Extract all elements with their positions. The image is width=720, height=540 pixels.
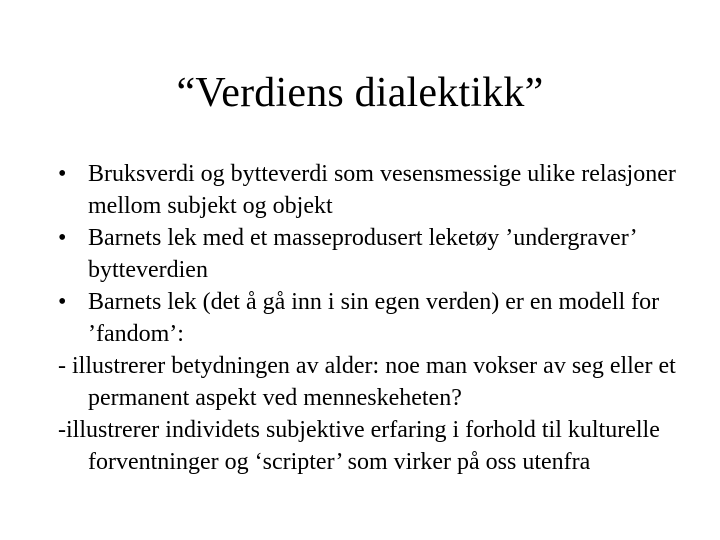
bullet-text: Barnets lek (det å gå inn i sin egen verden) er en modell for ’fandom’: — [88, 289, 660, 347]
bullet-symbol: • — [58, 225, 67, 251]
slide-body — [58, 158, 678, 478]
dash-item: -illustrerer individets subjektive erfaring i forhold til kulturelle forventninger og ‘scripter’ som virker på oss utenfra — [58, 417, 660, 475]
bullet-item — [58, 286, 678, 350]
bullet-text: Bruksverdi og bytteverdi som vesensmessige ulike relasjoner mellom subjekt og objekt — [88, 161, 676, 219]
bullet-text: Barnets lek med et masseprodusert leketøy ’undergraver’ bytteverdien — [88, 225, 636, 283]
bullet-item — [58, 158, 678, 222]
dash-item: - illustrerer betydningen av alder: noe man vokser av seg eller et permanent aspekt ved menneskeheten? — [58, 353, 676, 411]
bullet-symbol: • — [58, 289, 67, 315]
bullet-item — [58, 222, 678, 286]
slide-title: “Verdiens dialektikk” — [176, 70, 544, 116]
bullet-symbol: • — [58, 161, 67, 187]
dash-list — [4, 350, 678, 478]
